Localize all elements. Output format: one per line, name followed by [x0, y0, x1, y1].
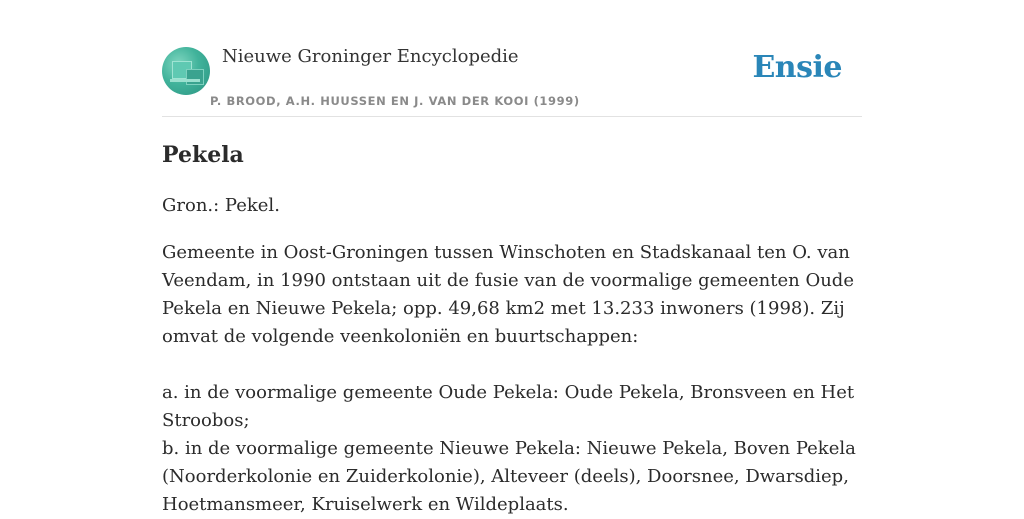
article-body: [162, 140, 862, 519]
publication-thumbnail[interactable]: [162, 47, 210, 95]
list-item: a. in de voormalige gemeente Oude Pekela: Oude Pekela, Bronsveen en Het Stroobos;: [162, 382, 855, 431]
article-paragraph: Gemeente in Oost-Groningen tussen Winschoten en Stadskanaal ten O. van Veendam, in 1990 ontstaan uit de fusie van de voormalige gemeenten Oude Pekela en Nieuwe Pekela; opp. 49,68 km2 met 13.233 inwoners (1998). Zij omvat de volgende veenkoloniën en buurtschappen:: [162, 242, 854, 347]
brand-logo-link[interactable]: Ensie: [752, 50, 842, 85]
thumbnail-shape: [170, 79, 200, 82]
publication-authors: P. BROOD, A.H. HUUSSEN EN J. VAN DER KOOI (1999): [210, 94, 580, 108]
list-item: b. in de voormalige gemeente Nieuwe Pekela: Nieuwe Pekela, Boven Pekela (Noorderkolonie en Zuiderkolonie), Alteveer (deels), Doorsnee, Dwarsdiep, Hoetmansmeer, Kruiselwerk en Wildeplaats.: [162, 438, 856, 515]
article-title: Pekela: [162, 142, 244, 168]
thumbnail-shape: [186, 69, 204, 85]
publication-title-link[interactable]: Nieuwe Groninger Encyclopedie: [222, 46, 519, 67]
article-header: [162, 0, 862, 117]
dialect-name: Gron.: Pekel.: [162, 195, 280, 216]
settlement-list: [162, 379, 862, 519]
